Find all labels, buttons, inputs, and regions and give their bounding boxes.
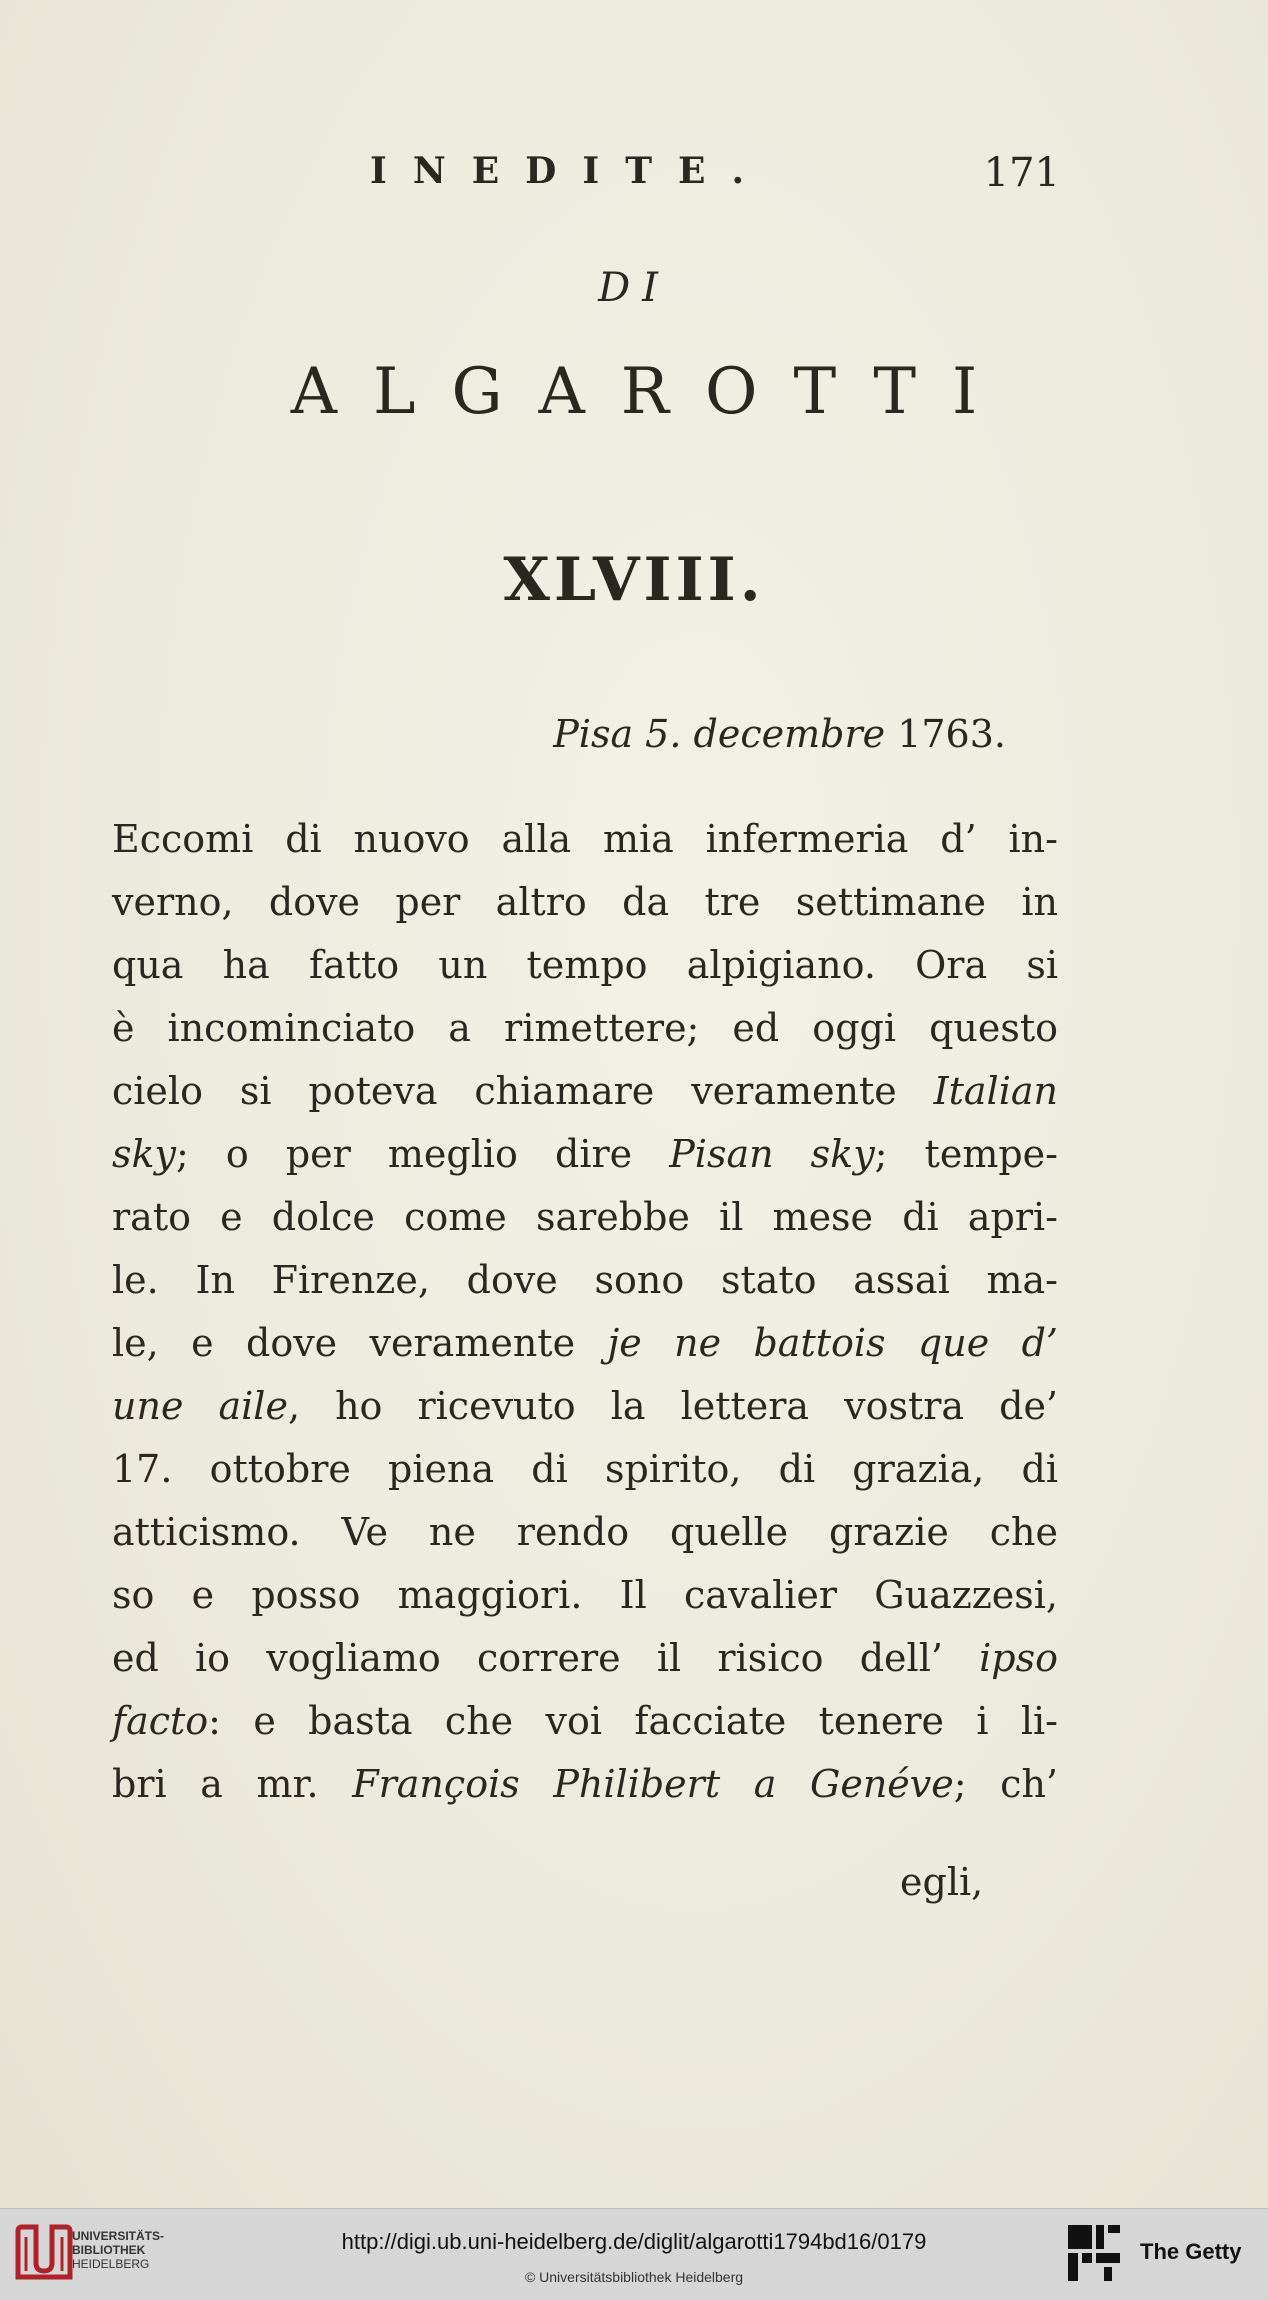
text-line (112, 934, 1058, 997)
text-segment: le, e dove veramente (112, 1321, 608, 1365)
copyright-notice: © Universitätsbibliothek Heidelberg (524, 2269, 744, 2285)
letter-body (112, 808, 1058, 1816)
text-line (112, 997, 1058, 1060)
italic-segment: ipso (979, 1636, 1058, 1680)
running-head: INEDITE. (370, 150, 771, 192)
text-line (112, 1186, 1058, 1249)
text-segment: atticismo. Ve ne rendo quelle grazie che (112, 1510, 1058, 1554)
dateline-year: 1763. (897, 712, 1006, 756)
subtitle: DI (598, 265, 670, 311)
text-segment: le. In Firenze, dove sono stato assai ma- (112, 1258, 1058, 1302)
text-segment: ed io vogliamo correre il risico dell’ (112, 1636, 980, 1680)
text-segment: qua ha fatto un tempo alpigiano. Ora si (112, 943, 1058, 987)
dateline (553, 712, 1006, 756)
text-line (112, 1690, 1058, 1753)
text-segment: : e basta che voi facciate tenere i li- (208, 1699, 1058, 1743)
text-segment: ; tempe- (874, 1132, 1059, 1176)
text-segment: è incominciato a rimettere; ed oggi questo (112, 1006, 1058, 1050)
text-line (112, 1753, 1058, 1816)
library-name-line: BIBLIOTHEK (72, 2243, 146, 2257)
text-line (112, 1249, 1058, 1312)
library-name-line: HEIDELBERG (72, 2257, 150, 2271)
text-line (112, 1060, 1058, 1123)
permalink-url[interactable]: http://digi.ub.uni-heidelberg.de/diglit/algarotti1794bd16/0179 (341, 2229, 927, 2254)
text-line (112, 1501, 1058, 1564)
getty-logo[interactable] (1066, 2223, 1122, 2285)
italic-segment: Italian (933, 1069, 1058, 1113)
text-segment: cielo si poteva chiamare veramente (112, 1069, 934, 1113)
text-line (112, 1375, 1058, 1438)
page-number: 171 (983, 150, 1060, 196)
library-name-line: UNIVERSITÄTS- (72, 2229, 165, 2243)
text-line (112, 1312, 1058, 1375)
text-segment: bri a mr. (112, 1762, 353, 1806)
text-line (112, 1438, 1058, 1501)
text-line (112, 1564, 1058, 1627)
author-heading: ALGAROTTI (290, 355, 1014, 429)
italic-segment: facto (112, 1699, 209, 1743)
italic-segment: je ne battois que d’ (607, 1321, 1059, 1365)
italic-segment: sky (112, 1132, 176, 1176)
text-segment: so e posso maggiori. Il cavalier Guazzesi, (112, 1573, 1058, 1617)
catchword: egli, (900, 1860, 984, 1904)
page-header (370, 150, 1060, 210)
text-line (112, 808, 1058, 871)
text-line (112, 1123, 1058, 1186)
text-line (112, 871, 1058, 934)
text-segment: Eccomi di nuovo alla mia infermeria d’ in- (112, 817, 1058, 861)
text-segment: , ho ricevuto la lettera vostra de’ (287, 1384, 1059, 1428)
text-segment: ; o per meglio dire (176, 1132, 670, 1176)
italic-segment: François Philibert a Genéve (352, 1762, 954, 1806)
dateline-place: Pisa 5. decembre (553, 712, 886, 756)
letter-number: XLVIII. (503, 545, 765, 615)
footer-bar (0, 2208, 1268, 2300)
text-line (112, 1627, 1058, 1690)
italic-segment: Pisan sky (669, 1132, 875, 1176)
text-segment: 17. ottobre piena di spirito, di grazia, di (112, 1447, 1058, 1491)
text-segment: ; ch’ (953, 1762, 1059, 1806)
getty-name: The Getty (1140, 2239, 1242, 2264)
text-segment: rato e dolce come sarebbe il mese di apri- (112, 1195, 1058, 1239)
italic-segment: une aile (112, 1384, 288, 1428)
text-segment: verno, dove per altro da tre settimane in (112, 880, 1058, 924)
